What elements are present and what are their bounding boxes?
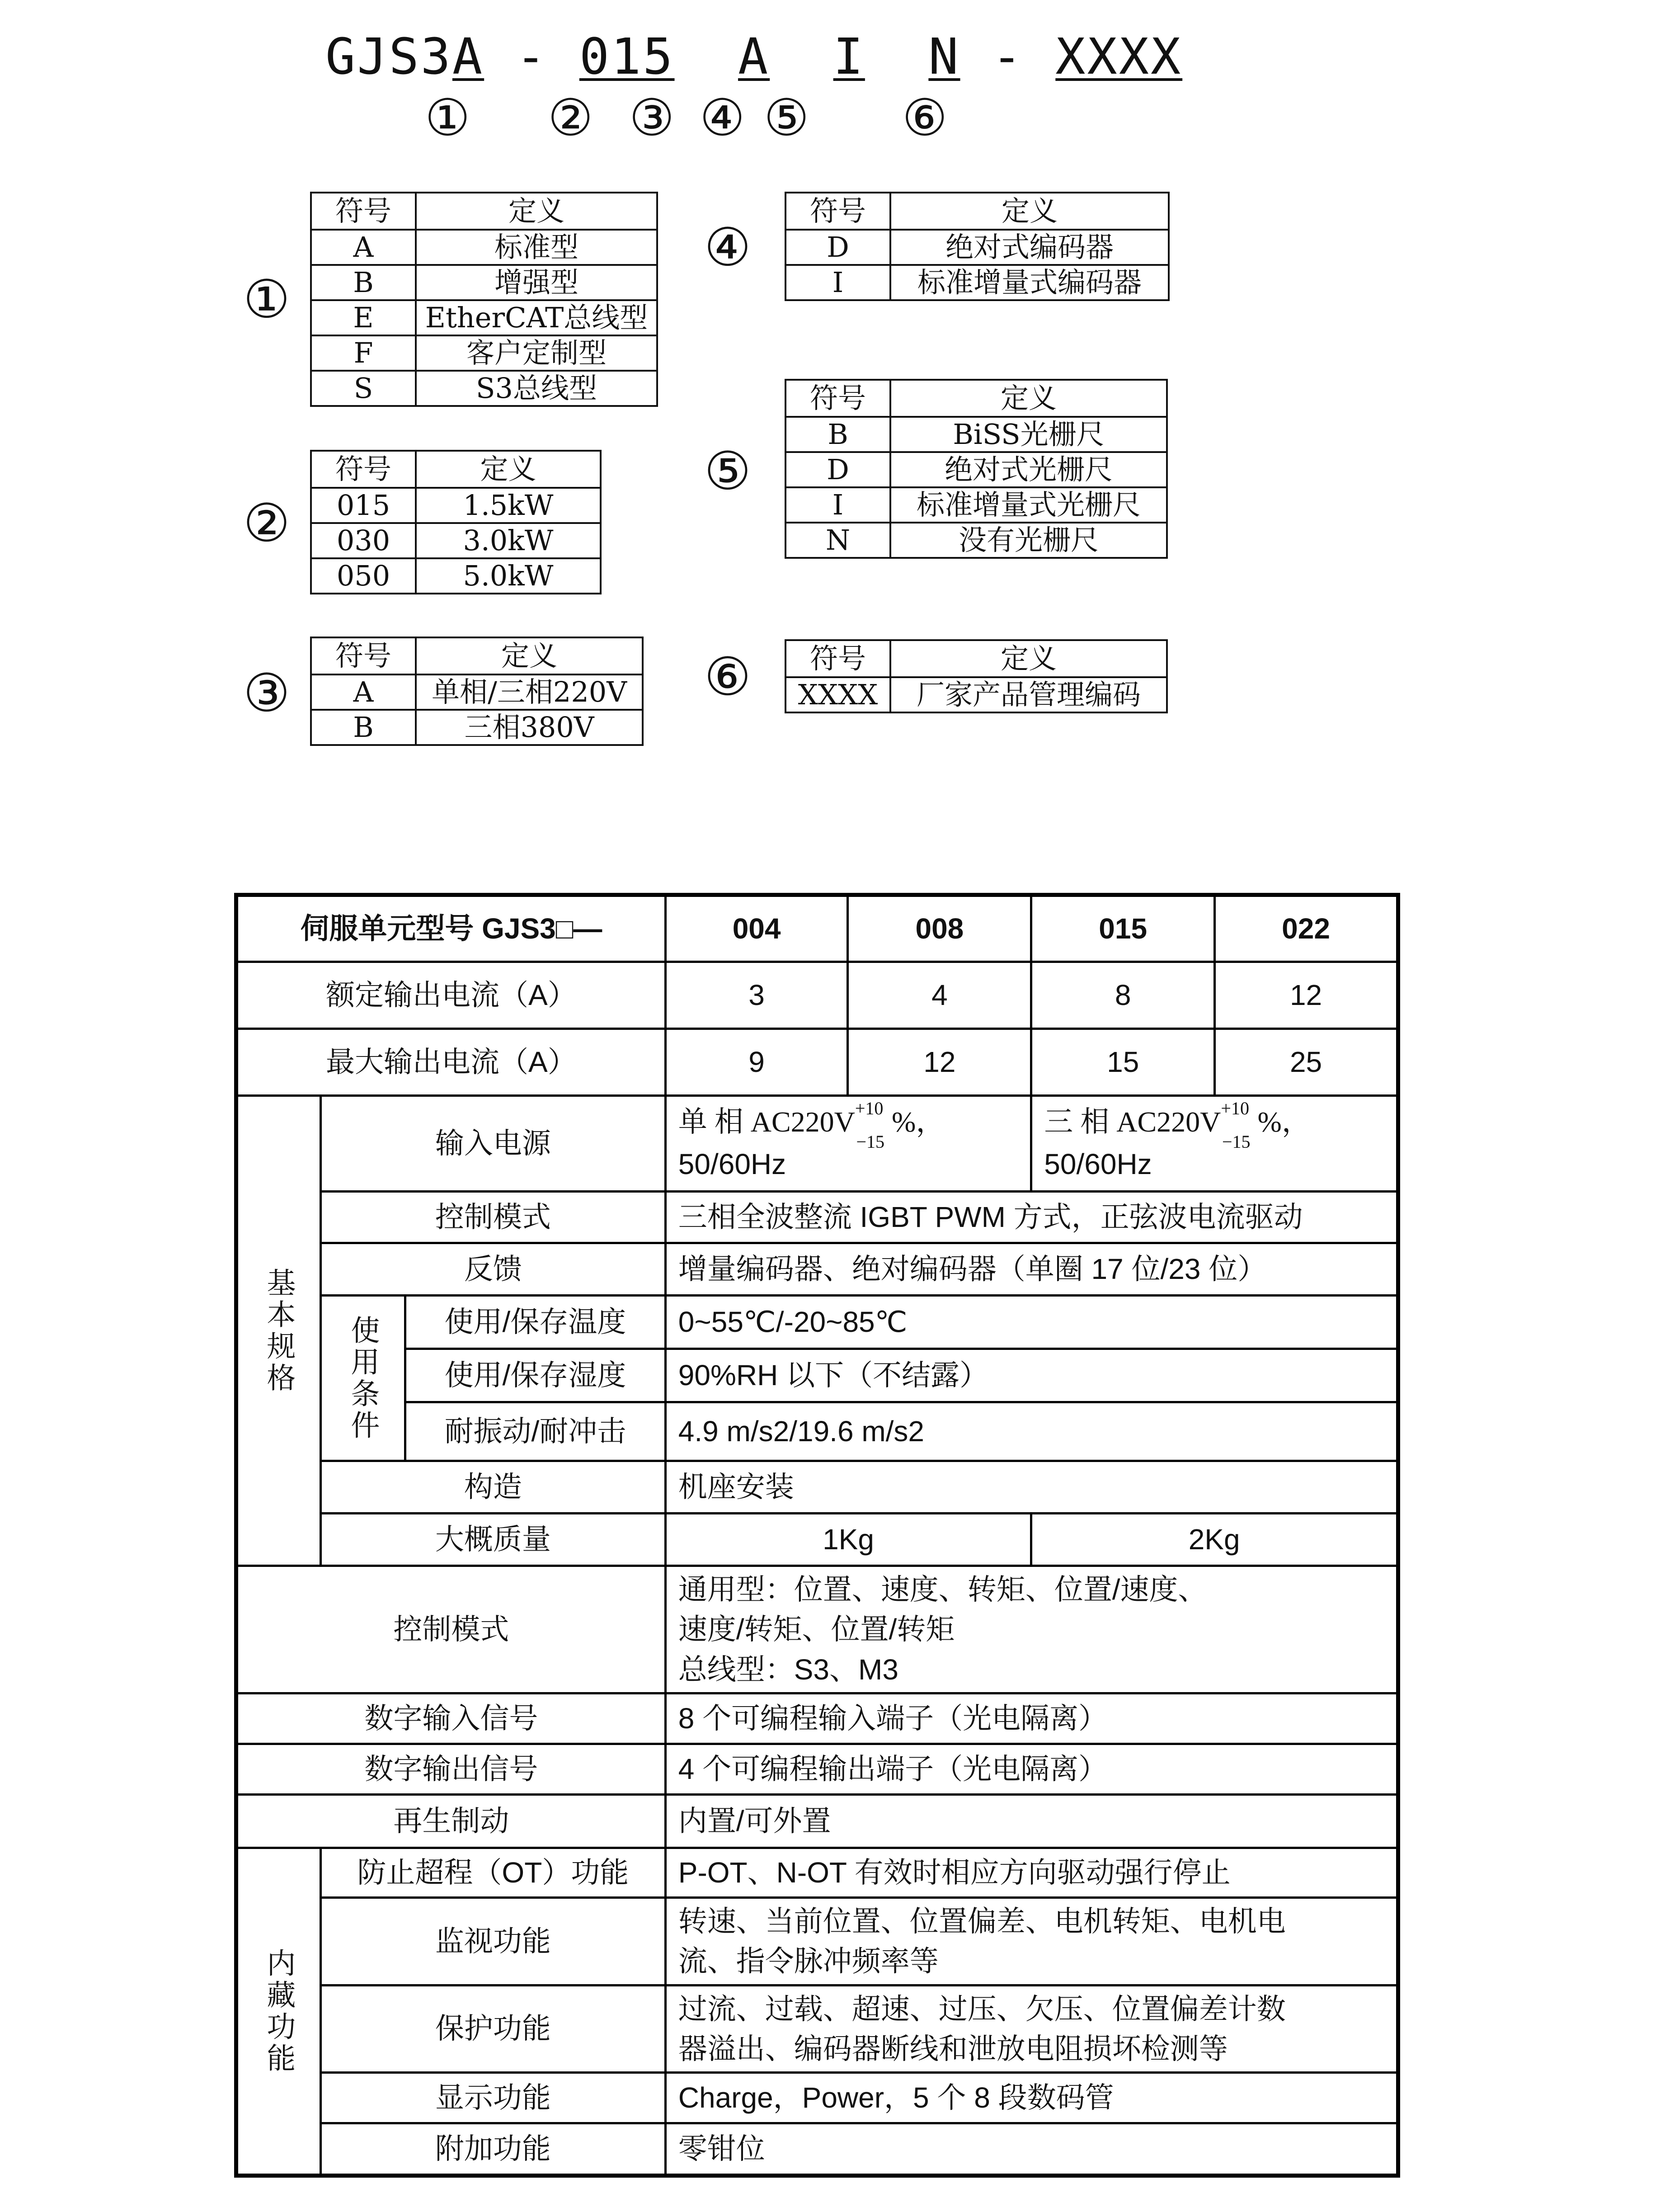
model-index-2: ② (548, 89, 593, 147)
mass-row (236, 1514, 1398, 1566)
control-mode-line: 总线型：S3、M3 (678, 1653, 898, 1686)
model-encoder: I (833, 28, 865, 85)
display-row (236, 2073, 1398, 2123)
max-current-label: 最大输出电流（A） (236, 1029, 666, 1096)
model-index-3: ③ (629, 89, 675, 147)
symbol-cell: B (311, 710, 416, 745)
definition-cell: 标准增量式光栅尺 (890, 487, 1167, 523)
symbol-cell: B (785, 417, 890, 452)
input-three-prefix: 三 相 AC220V (1044, 1106, 1221, 1138)
definition-cell: EtherCAT总线型 (416, 300, 657, 335)
overtravel-row (236, 1848, 1398, 1897)
header-cell: 定义 (890, 193, 1169, 230)
code-table-4 (785, 192, 1170, 301)
code-table-6-index: ⑥ (704, 646, 751, 707)
table-row (785, 677, 1167, 712)
structure-label: 构造 (320, 1461, 665, 1514)
input-power-label: 输入电源 (320, 1096, 665, 1192)
code-table-3-index: ③ (243, 663, 290, 724)
extra-function-row (236, 2123, 1398, 2176)
table-row (785, 230, 1169, 265)
basic-spec-group: 基本规格 (236, 1096, 321, 1566)
input-percent: %， (884, 1106, 945, 1138)
monitor-line: 转速、当前位置、位置偏差、电机转矩、电机电 (678, 1905, 1286, 1938)
max-current-value: 25 (1215, 1029, 1398, 1096)
definition-cell: BiSS光栅尺 (890, 417, 1167, 452)
header-cell: 符号 (311, 451, 416, 488)
table-header-row (311, 637, 643, 674)
protection-row (236, 1985, 1398, 2073)
definition-cell: 标准增量式编码器 (890, 265, 1169, 300)
builtin-function-group: 内藏功能 (236, 1848, 321, 2175)
control-method-label: 控制模式 (320, 1192, 665, 1243)
control-mode-line: 速度/转矩、位置/转矩 (678, 1613, 955, 1646)
feedback-value: 增量编码器、绝对编码器（单圈 17 位/23 位） (665, 1243, 1398, 1296)
table-row (785, 452, 1167, 487)
rated-current-value: 4 (848, 962, 1031, 1029)
table-header-row (785, 380, 1167, 417)
tolerance-minus: −15 (856, 1132, 884, 1152)
definition-cell: 三相380V (416, 710, 643, 745)
mass-value-large: 2Kg (1031, 1514, 1398, 1566)
table-row (311, 523, 601, 558)
model-022: 022 (1215, 895, 1398, 962)
definition-cell: 1.5kW (416, 488, 601, 523)
structure-value: 机座安装 (665, 1461, 1398, 1514)
monitor-value (665, 1897, 1398, 1985)
definition-cell: 客户定制型 (416, 335, 657, 371)
header-cell: 定义 (890, 380, 1167, 417)
code-table-5 (785, 379, 1168, 559)
control-mode-row (236, 1566, 1398, 1693)
table-row (311, 371, 657, 406)
protection-line: 器溢出、编码器断线和泄放电阻损坏检测等 (678, 2032, 1228, 2065)
digital-input-row (236, 1693, 1398, 1744)
header-cell: 符号 (785, 640, 890, 677)
definition-cell: 绝对式编码器 (890, 230, 1169, 265)
max-current-value: 15 (1031, 1029, 1215, 1096)
usage-condition-group: 使用条件 (320, 1296, 405, 1461)
symbol-cell: D (785, 452, 890, 487)
max-current-value: 12 (848, 1029, 1031, 1096)
input-percent: %， (1250, 1106, 1311, 1138)
humidity-label: 使用/保存湿度 (405, 1349, 665, 1402)
rated-current-row (236, 962, 1398, 1029)
input-freq: 50/60Hz (1044, 1148, 1152, 1181)
humidity-row (236, 1349, 1398, 1402)
feedback-row (236, 1243, 1398, 1296)
extra-function-value: 零钳位 (665, 2123, 1398, 2176)
protection-value (665, 1985, 1398, 2073)
tolerance-plus: +10 (1221, 1098, 1249, 1119)
table-row (311, 488, 601, 523)
code-table-2 (310, 450, 602, 594)
definition-cell: 3.0kW (416, 523, 601, 558)
control-method-row (236, 1192, 1398, 1243)
symbol-cell: E (311, 300, 416, 335)
model-scale: N (928, 28, 960, 85)
code-table-3 (310, 637, 644, 746)
tolerance-plus: +10 (855, 1098, 884, 1119)
feedback-label: 反馈 (320, 1243, 665, 1296)
monitor-line: 流、指令脉冲频率等 (678, 1945, 939, 1978)
input-power-single-phase (665, 1096, 1031, 1192)
table-header-row (311, 451, 601, 488)
digital-output-label: 数字输出信号 (236, 1744, 666, 1794)
overtravel-value: P-OT、N-OT 有效时相应方向驱动强行停止 (665, 1848, 1398, 1897)
rated-current-value: 8 (1031, 962, 1215, 1029)
table-row (785, 523, 1167, 558)
vibration-label: 耐振动/耐冲击 (405, 1402, 665, 1461)
humidity-value: 90%RH 以下（不结露） (665, 1349, 1398, 1402)
table-row (311, 674, 643, 710)
definition-cell: 单相/三相220V (416, 674, 643, 710)
model-015: 015 (1031, 895, 1215, 962)
mass-value-small: 1Kg (665, 1514, 1031, 1566)
definition-cell: 厂家产品管理编码 (890, 677, 1167, 712)
monitor-label: 监视功能 (320, 1897, 665, 1985)
table-header-row (785, 193, 1169, 230)
display-label: 显示功能 (320, 2073, 665, 2123)
table-row (785, 265, 1169, 300)
header-cell: 符号 (311, 193, 416, 230)
symbol-cell: XXXX (785, 677, 890, 712)
table-header-row (785, 640, 1167, 677)
digital-output-row (236, 1744, 1398, 1794)
vibration-value: 4.9 m/s2/19.6 m/s2 (665, 1402, 1398, 1461)
spec-header-row (236, 895, 1398, 962)
model-custom: XXXX (1055, 28, 1183, 85)
table-row (785, 417, 1167, 452)
table-row (311, 230, 657, 265)
max-current-row (236, 1029, 1398, 1096)
input-single-prefix: 单 相 AC220V (678, 1106, 855, 1138)
symbol-cell: F (311, 335, 416, 371)
temperature-value: 0~55℃/-20~85℃ (665, 1296, 1398, 1349)
code-table-5-index: ⑤ (704, 441, 751, 502)
tolerance-minus: −15 (1222, 1132, 1251, 1152)
model-index-1: ① (425, 89, 470, 147)
code-table-4-index: ④ (704, 217, 751, 278)
extra-function-label: 附加功能 (320, 2123, 665, 2176)
model-prefix: GJS3 (325, 28, 452, 85)
symbol-cell: 030 (311, 523, 416, 558)
regen-value: 内置/可外置 (665, 1794, 1398, 1848)
table-header-row (311, 193, 657, 230)
table-row (311, 710, 643, 745)
symbol-cell: 015 (311, 488, 416, 523)
rated-current-value: 12 (1215, 962, 1398, 1029)
mass-label: 大概质量 (320, 1514, 665, 1566)
model-index-4: ④ (700, 89, 745, 147)
table-row (311, 558, 601, 594)
model-004: 004 (665, 895, 848, 962)
regen-label: 再生制动 (236, 1794, 666, 1848)
input-freq: 50/60Hz (678, 1148, 786, 1181)
header-cell: 定义 (416, 451, 601, 488)
digital-input-label: 数字输入信号 (236, 1693, 666, 1744)
definition-cell: S3总线型 (416, 371, 657, 406)
code-table-6 (785, 639, 1168, 713)
temperature-row (236, 1296, 1398, 1349)
input-power-three-phase (1031, 1096, 1398, 1192)
symbol-cell: B (311, 265, 416, 300)
code-table-1-index: ① (243, 269, 290, 330)
rated-current-value: 3 (665, 962, 848, 1029)
definition-cell: 标准型 (416, 230, 657, 265)
protection-label: 保护功能 (320, 1985, 665, 2073)
header-cell: 定义 (416, 637, 643, 674)
header-cell: 符号 (785, 193, 890, 230)
symbol-cell: I (785, 487, 890, 523)
symbol-cell: A (311, 674, 416, 710)
model-index-5: ⑤ (764, 89, 809, 147)
symbol-cell: I (785, 265, 890, 300)
spec-header-label: 伺服单元型号 GJS3□— (236, 895, 666, 962)
digital-output-value: 4 个可编程输出端子（光电隔离） (665, 1744, 1398, 1794)
symbol-cell: N (785, 523, 890, 558)
definition-cell: 绝对式光栅尺 (890, 452, 1167, 487)
rated-current-label: 额定输出电流（A） (236, 962, 666, 1029)
regen-row (236, 1794, 1398, 1848)
definition-cell: 没有光栅尺 (890, 523, 1167, 558)
code-table-1 (310, 192, 658, 407)
definition-cell: 5.0kW (416, 558, 601, 594)
model-series: A (452, 28, 484, 85)
model-code (325, 28, 1183, 85)
symbol-cell: A (311, 230, 416, 265)
monitor-row (236, 1897, 1398, 1985)
digital-input-value: 8 个可编程输入端子（光电隔离） (665, 1693, 1398, 1744)
header-cell: 定义 (416, 193, 657, 230)
control-mode-value (665, 1566, 1398, 1693)
symbol-cell: D (785, 230, 890, 265)
symbol-cell: 050 (311, 558, 416, 594)
overtravel-label: 防止超程（OT）功能 (320, 1848, 665, 1897)
header-cell: 符号 (311, 637, 416, 674)
model-dash-1: - (484, 28, 579, 85)
model-voltage: A (738, 28, 770, 85)
table-row (785, 487, 1167, 523)
model-008: 008 (848, 895, 1031, 962)
control-mode-label: 控制模式 (236, 1566, 666, 1693)
control-mode-line: 通用型：位置、速度、转矩、位置/速度、 (678, 1573, 1207, 1606)
protection-line: 过流、过载、超速、过压、欠压、位置偏差计数 (678, 1992, 1286, 2025)
model-index-6: ⑥ (902, 89, 948, 147)
table-row (311, 265, 657, 300)
input-power-row (236, 1096, 1398, 1192)
model-dash-2: - (960, 28, 1056, 85)
model-power: 015 (579, 28, 675, 85)
max-current-value: 9 (665, 1029, 848, 1096)
spec-table (234, 893, 1400, 2178)
table-row (311, 335, 657, 371)
vibration-row (236, 1402, 1398, 1461)
header-cell: 符号 (785, 380, 890, 417)
definition-cell: 增强型 (416, 265, 657, 300)
table-row (311, 300, 657, 335)
code-table-2-index: ② (243, 493, 290, 554)
temperature-label: 使用/保存温度 (405, 1296, 665, 1349)
symbol-cell: S (311, 371, 416, 406)
control-method-value: 三相全波整流 IGBT PWM 方式，正弦波电流驱动 (665, 1192, 1398, 1243)
structure-row (236, 1461, 1398, 1514)
display-value: Charge，Power，5 个 8 段数码管 (665, 2073, 1398, 2123)
header-cell: 定义 (890, 640, 1167, 677)
